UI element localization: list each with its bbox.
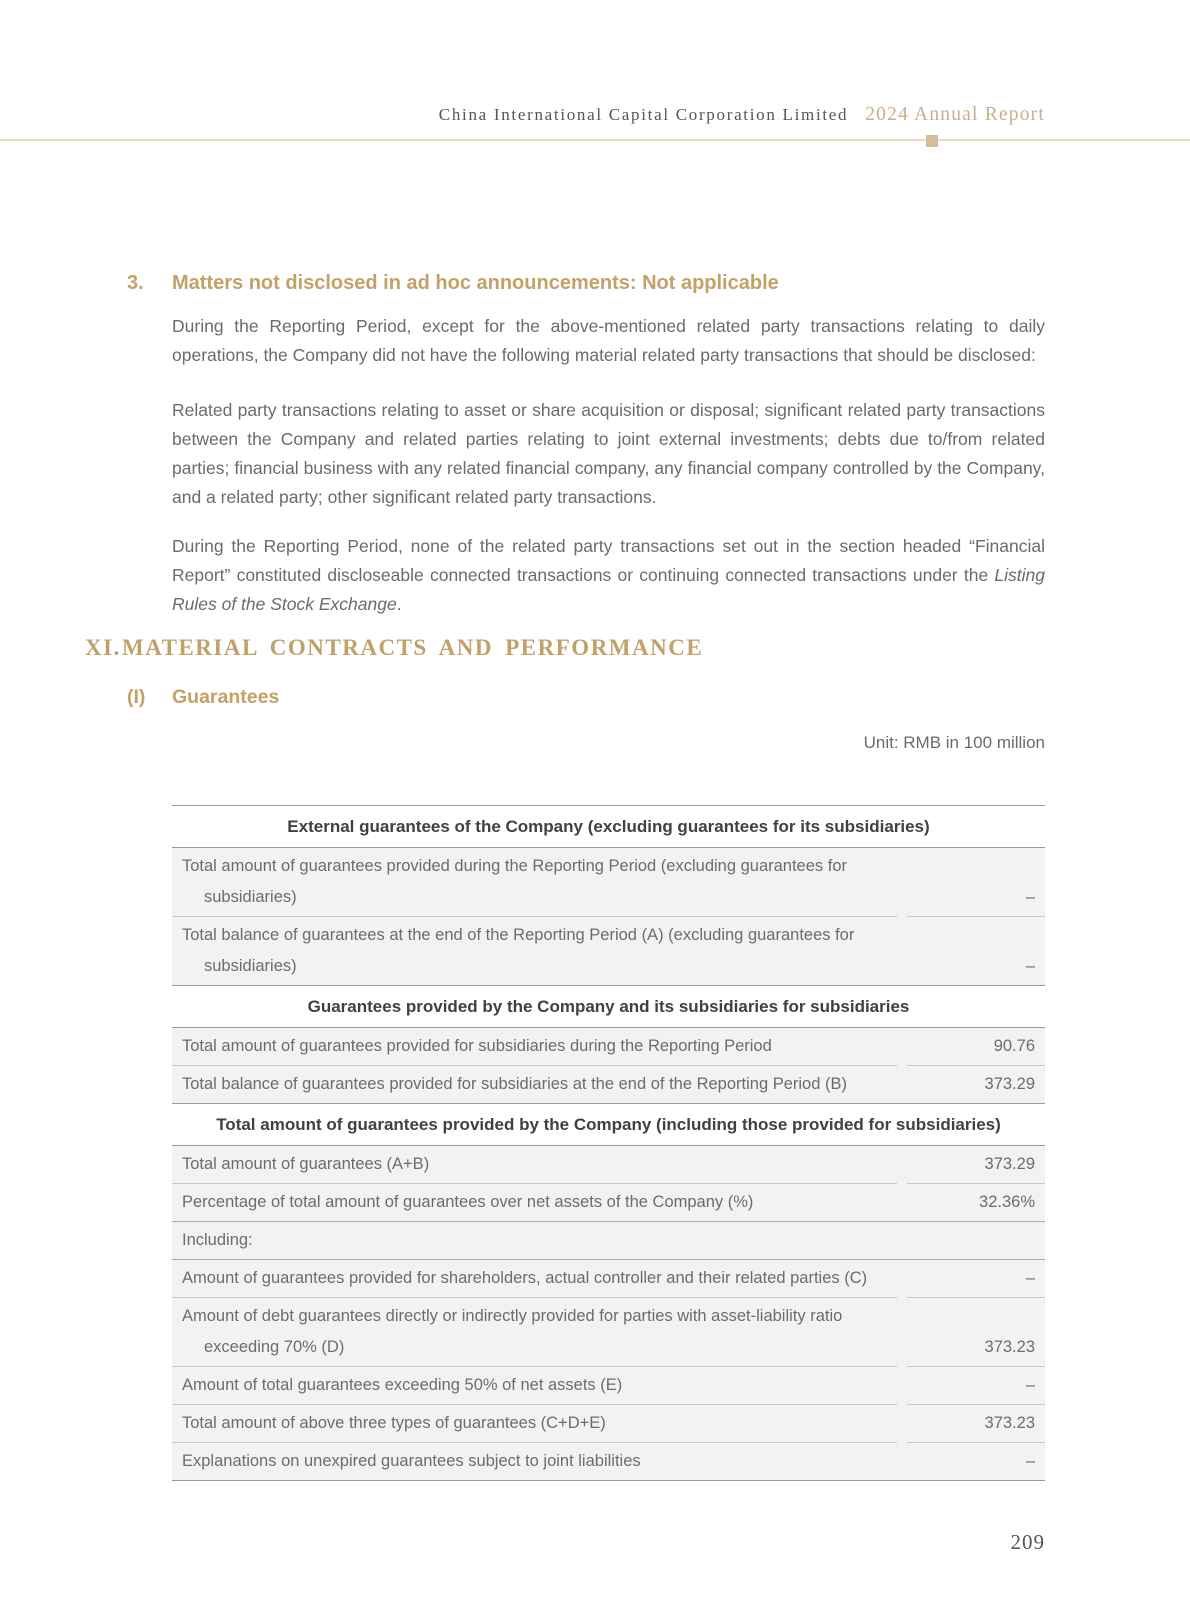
table-row [172, 1405, 1045, 1443]
subsection-number: (I) [127, 686, 146, 708]
table-group-header: Total amount of guarantees provided by the Company (including those provided for subsidiaries) [172, 1103, 1045, 1146]
italic-citation: Listing Rules of the Stock Exchange [172, 565, 1045, 614]
paragraph: During the Reporting Period, except for the above-mentioned related party transactions relating to daily operations, the Company did not have the following material related party transactions that should be disclosed: [172, 316, 1045, 365]
paragraph [172, 532, 1045, 619]
row-label-text: Total amount of guarantees (A+B) [182, 1155, 430, 1173]
row-label-text: Amount of guarantees provided for shareholders, actual controller and their related parties (C) [182, 1269, 868, 1287]
table-row [172, 1222, 1045, 1260]
row-label-text: Amount of debt guarantees directly or indirectly provided for parties with asset-liability ratio [182, 1307, 843, 1325]
chapter-number: XI. [85, 635, 121, 660]
row-value: – [907, 1367, 1045, 1405]
page-number: 209 [1010, 1530, 1045, 1554]
table-group-header: External guarantees of the Company (excluding guarantees for its subsidiaries) [172, 805, 1045, 848]
row-value [907, 1222, 1045, 1259]
row-label [172, 1260, 897, 1298]
row-label-text-continued: subsidiaries) [204, 957, 297, 975]
subsection-title: Guarantees [172, 686, 280, 708]
row-label [172, 1222, 897, 1259]
table-row [172, 1184, 1045, 1222]
table-row [172, 1367, 1045, 1405]
section-material-contracts [85, 634, 1045, 753]
row-label [172, 1298, 897, 1367]
row-label [172, 917, 897, 985]
row-label-text-continued: exceeding 70% (D) [204, 1338, 345, 1356]
row-label-text: Total amount of above three types of guarantees (C+D+E) [182, 1414, 606, 1432]
unit-note: Unit: RMB in 100 million [863, 733, 1045, 752]
row-label [172, 1146, 897, 1184]
row-label-text-continued: subsidiaries) [204, 888, 297, 906]
row-value: – [907, 1260, 1045, 1298]
row-value: 373.23 [907, 1298, 1045, 1367]
page-header [439, 104, 1045, 126]
header-square-marker [926, 135, 938, 147]
table-row [172, 1028, 1045, 1066]
section-number: 3. [127, 272, 144, 294]
company-name: China International Capital Corporation Limited [438, 105, 849, 124]
row-label [172, 1443, 897, 1480]
table-row [172, 1443, 1045, 1480]
paragraph-text: . [396, 594, 402, 614]
report-title: 2024 Annual Report [865, 104, 1045, 125]
row-label-text: Total balance of guarantees at the end of the Reporting Period (A) (excluding guarantees for [182, 926, 855, 944]
row-value: – [907, 848, 1045, 917]
row-label-text: Total amount of guarantees provided during the Reporting Period (excluding guarantees for [182, 857, 848, 875]
subsection-heading [127, 685, 1045, 709]
row-label [172, 1405, 897, 1443]
row-label [172, 1184, 897, 1221]
row-value: 90.76 [907, 1028, 1045, 1066]
section-heading [127, 270, 1045, 296]
table-row [172, 1298, 1045, 1367]
row-label-text: Amount of total guarantees exceeding 50% of net assets (E) [182, 1376, 623, 1394]
section-title: Matters not disclosed in ad hoc announcements: Not applicable [172, 272, 779, 294]
row-label-text: Explanations on unexpired guarantees subject to joint liabilities [182, 1452, 641, 1470]
row-label-text: Total amount of guarantees provided for subsidiaries during the Reporting Period [182, 1037, 772, 1055]
row-label [172, 848, 897, 917]
paragraph-text: During the Reporting Period, none of the related party transactions set out in the section headed “Financial Report” constituted discloseable connected transactions or continuing connected transactions under the [172, 536, 1045, 585]
row-value: 32.36% [979, 1193, 1035, 1211]
table-group-header: Guarantees provided by the Company and its subsidiaries for subsidiaries [172, 985, 1045, 1028]
row-label-text: Percentage of total amount of guarantees over net assets of the Company (%) [182, 1193, 754, 1211]
row-label-text: Including: [182, 1231, 253, 1249]
section-matters-not-disclosed [127, 270, 1045, 619]
row-value: – [1025, 957, 1035, 975]
row-value: – [1025, 1452, 1035, 1470]
row-label [172, 1028, 897, 1066]
paragraph: Related party transactions relating to asset or share acquisition or disposal; significant related party transactions between the Company and related parties relating to joint external investments; debts due to/from related parties; financial business with any related financial company, any financial company controlled by the Company, and a related party; other significant related party transactions. [172, 400, 1045, 507]
row-value: 373.29 [984, 1075, 1035, 1093]
guarantees-table [172, 805, 1045, 1481]
chapter-title: MATERIAL CONTRACTS AND PERFORMANCE [122, 635, 704, 660]
row-value: 373.29 [907, 1146, 1045, 1184]
table-row [172, 1260, 1045, 1298]
row-label [172, 1066, 897, 1103]
table-row [172, 1146, 1045, 1184]
table-row [172, 848, 1045, 917]
table-row [172, 1066, 1045, 1103]
header-rule [0, 139, 1190, 141]
row-label [172, 1367, 897, 1405]
table-row [172, 917, 1045, 985]
chapter-heading [85, 634, 1045, 662]
row-label-text: Total balance of guarantees provided for subsidiaries at the end of the Reporting Period (B) [182, 1075, 847, 1093]
row-value: 373.23 [907, 1405, 1045, 1443]
